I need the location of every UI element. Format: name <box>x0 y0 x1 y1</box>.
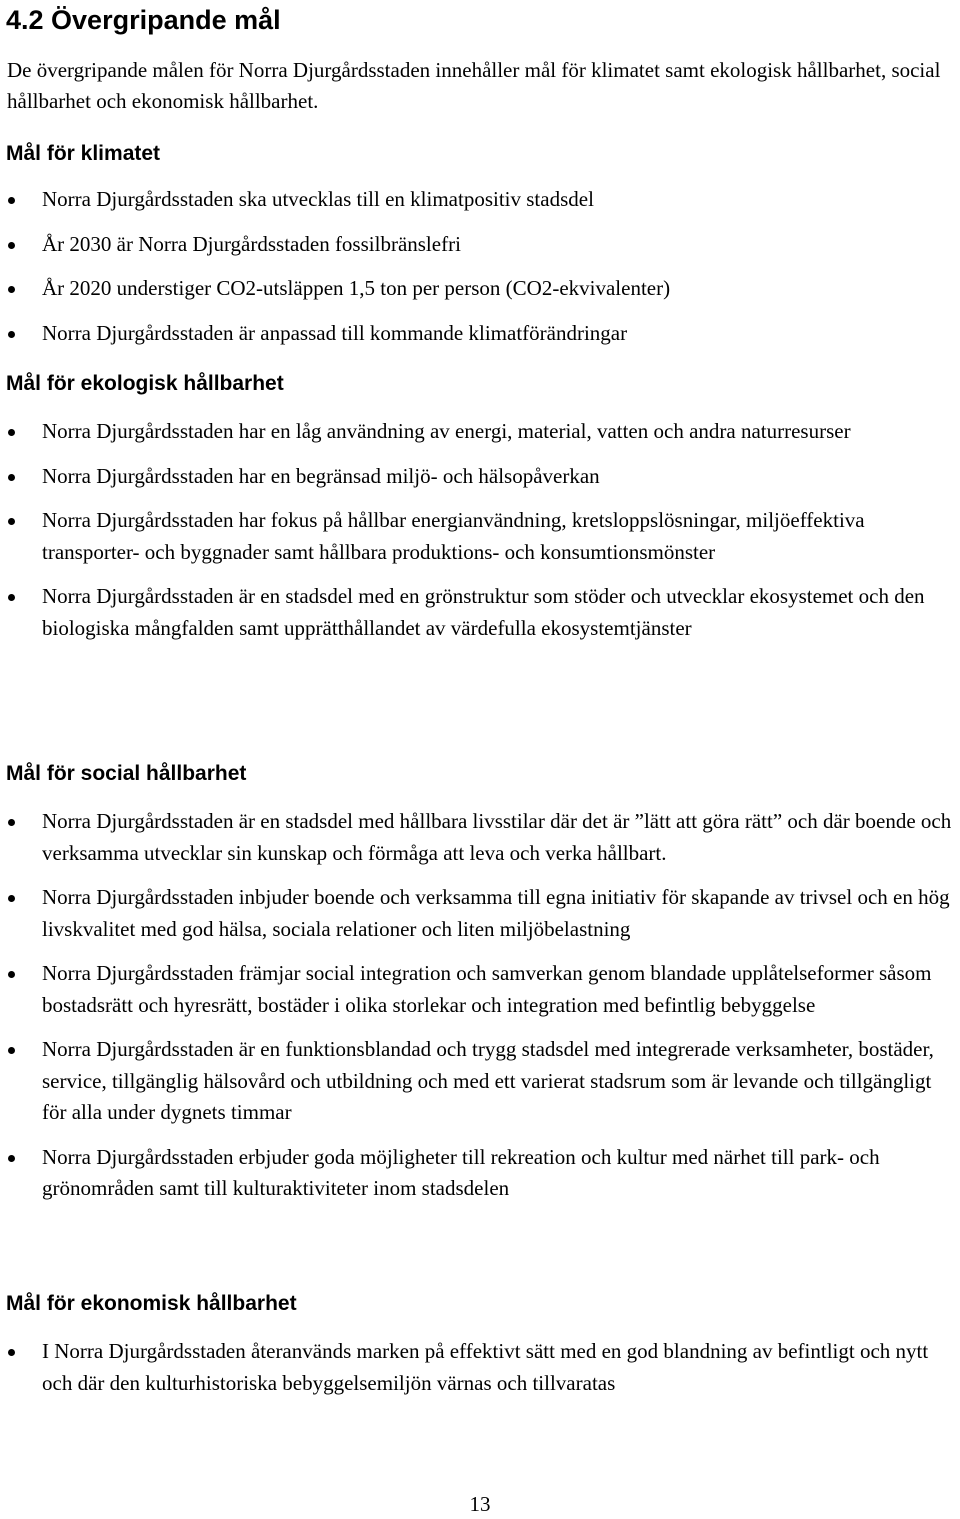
list-item: I Norra Djurgårdsstaden återanvänds marken på effektivt sätt med en god blandning av befintligt och nytt och där den kulturhistoriska bebyggelsemiljön värnas och tillvaratas <box>0 1336 960 1399</box>
section-title-economic: Mål för ekonomisk hållbarhet <box>6 1292 297 1315</box>
goal-list-climate <box>0 184 960 362</box>
goal-list-ecological <box>0 416 960 657</box>
section-title-climate: Mål för klimatet <box>6 142 161 165</box>
goal-list-social <box>0 806 960 1218</box>
bullet-icon <box>8 197 15 204</box>
bullet-icon <box>8 971 15 978</box>
bullet-icon <box>8 474 15 481</box>
list-item: Norra Djurgårdsstaden är anpassad till kommande klimatförändringar <box>0 318 960 350</box>
list-item: År 2020 understiger CO2-utsläppen 1,5 ton per person (CO2-ekvivalenter) <box>0 273 960 305</box>
page-number: 13 <box>469 1492 491 1516</box>
section-heading: 4.2 Övergripande mål <box>6 5 281 35</box>
bullet-icon <box>8 331 15 338</box>
list-item: Norra Djurgårdsstaden ska utvecklas till en klimatpositiv stadsdel <box>0 184 960 216</box>
list-item: Norra Djurgårdsstaden är en stadsdel med en grönstruktur som stöder och utvecklar ekosystemet och den biologiska mångfalden samt upprätthållandet av värdefulla ekosystemtjänster <box>0 581 960 644</box>
bullet-icon <box>8 1047 15 1054</box>
bullet-icon <box>8 819 15 826</box>
bullet-icon <box>8 1349 15 1356</box>
list-item: Norra Djurgårdsstaden erbjuder goda möjligheter till rekreation och kultur med närhet till park- och grönområden samt till kulturaktiviteter inom stadsdelen <box>0 1142 960 1205</box>
list-item: Norra Djurgårdsstaden har fokus på hållbar energianvändning, kretsloppslösningar, miljöeffektiva transporter- och byggnader samt hållbara produktions- och konsumtionsmönster <box>0 505 960 568</box>
list-item: År 2030 är Norra Djurgårdsstaden fossilbränslefri <box>0 229 960 261</box>
bullet-icon <box>8 1155 15 1162</box>
bullet-icon <box>8 594 15 601</box>
list-item: Norra Djurgårdsstaden inbjuder boende och verksamma till egna initiativ för skapande av trivsel och en hög livskvalitet med god hälsa, sociala relationer och liten miljöbelastning <box>0 882 960 945</box>
bullet-icon <box>8 895 15 902</box>
section-title-ecological: Mål för ekologisk hållbarhet <box>6 372 284 395</box>
bullet-icon <box>8 286 15 293</box>
section-title-social: Mål för social hållbarhet <box>6 762 247 785</box>
list-item: Norra Djurgårdsstaden främjar social integration och samverkan genom blandade upplåtelseformer såsom bostadsrätt och hyresrätt, bostäder i olika storlekar och integration med befintlig bebyggelse <box>0 958 960 1021</box>
intro-paragraph: De övergripande målen för Norra Djurgårdsstaden innehåller mål för klimatet samt ekologisk hållbarhet, social hållbarhet och ekonomisk hållbarhet. <box>7 58 941 113</box>
goal-list-economic <box>0 1336 960 1412</box>
list-item: Norra Djurgårdsstaden har en begränsad miljö- och hälsopåverkan <box>0 461 960 493</box>
list-item: Norra Djurgårdsstaden har en låg användning av energi, material, vatten och andra naturresurser <box>0 416 960 448</box>
list-item: Norra Djurgårdsstaden är en funktionsblandad och trygg stadsdel med integrerade verksamheter, bostäder, service, tillgänglig hälsovård och utbildning och med ett varierat stadsrum som är levande och tillgängligt för alla under dygnets timmar <box>0 1034 960 1129</box>
bullet-icon <box>8 429 15 436</box>
bullet-icon <box>8 518 15 525</box>
bullet-icon <box>8 242 15 249</box>
list-item: Norra Djurgårdsstaden är en stadsdel med hållbara livsstilar där det är ”lätt att göra rätt” och där boende och verksamma utvecklar sin kunskap och förmåga att leva och verka hållbart. <box>0 806 960 869</box>
